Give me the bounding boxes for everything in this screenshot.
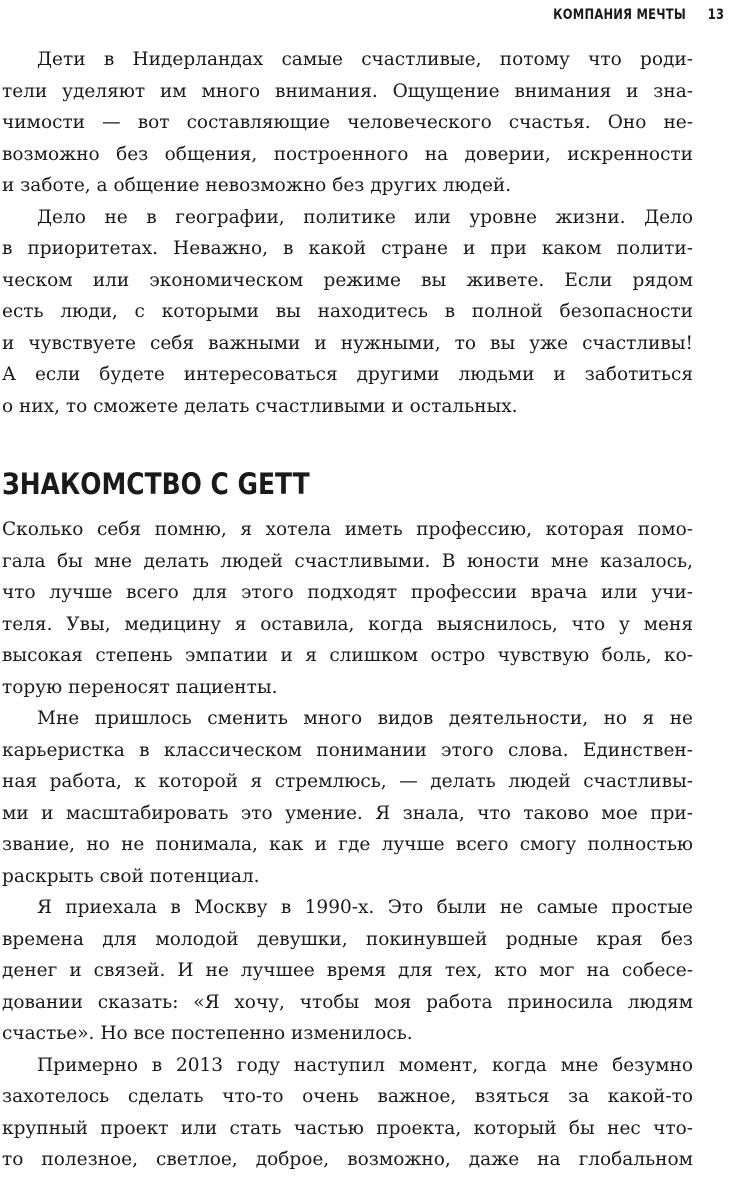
text-line: и чувствуете себя важными и нужными, то вы уже счастливы! (2, 332, 693, 354)
text-line: есть люди, с которыми вы находитесь в полной безопасности (2, 301, 693, 322)
text-line: времена для молодой девушки, покинувшей родные края без (2, 928, 693, 950)
text-line: Мне пришлось сменить много видов деятельности, но я не (37, 708, 693, 729)
text-line: гала бы мне делать людей счастливыми. В юности мне казалось, (2, 550, 693, 572)
text-line: Дело не в географии, политике или уровне жизни. Дело (37, 206, 693, 228)
text-line: теля. Увы, медицину я оставила, когда выяснилось, что у меня (2, 613, 693, 635)
text-line: захотелось сделать что-то очень важное, взяться за какой-то (2, 1086, 693, 1107)
text-line: в приоритетах. Неважно, в какой стране и при каком полити- (2, 238, 693, 259)
text-line: Сколько себя помню, я хотела иметь профессию, которая помо- (2, 519, 693, 540)
text-line: что лучше всего для этого подходят профессии врача или учи- (2, 582, 693, 603)
text-line: ми и масштабировать это умение. Я знала, что таково мое при- (2, 802, 693, 824)
text-line: торую переносят пациенты. (2, 676, 278, 698)
text-line: тели уделяют им много внимания. Ощущение внимания и зна- (2, 80, 693, 102)
text-line: карьеристка в классическом понимании этого слова. Единствен- (2, 739, 693, 761)
text-line: крупный проект или стать частью проекта, который бы нес что- (2, 1117, 693, 1139)
text-line: ная работа, к которой я стремлюсь, — делать людей счастливы- (2, 771, 693, 792)
text-line: Дети в Нидерландах самые счастливые, потому что роди- (37, 49, 693, 70)
paragraph (2, 202, 693, 423)
text-line: и заботе, а общение невозможно без других людей. (2, 175, 512, 196)
text-line: Я приехала в Москву в 1990-х. Это были не самые простые (37, 897, 693, 918)
text-line: о них, то сможете делать счастливыми и остальных. (2, 395, 518, 417)
text-line: высокая степень эмпатии и я слишком остро чувствую боль, ко- (2, 645, 693, 666)
text-line: возможно без общения, построенного на доверии, искренности (2, 143, 693, 165)
text-line: А если будете интересоваться другими людьми и заботиться (2, 364, 693, 385)
text-line: ческом или экономическом режиме вы живете. Если рядом (2, 269, 693, 291)
text-line: Примерно в 2013 году наступил момент, когда мне безумно (37, 1054, 693, 1076)
page-number: 13 (707, 7, 725, 23)
paragraph (2, 44, 693, 202)
text-line: денег и связей. И не лучшее время для тех, кто мог на собесе- (2, 960, 693, 981)
text-line: раскрыть свой потенциал. (2, 865, 260, 887)
text-line: счастье». Но все постепенно изменилось. (2, 1023, 413, 1044)
running-head (524, 4, 726, 26)
paragraph (2, 1050, 693, 1176)
section-heading: ЗНАКОМСТВО С GETT (2, 467, 310, 501)
paragraph (2, 514, 693, 703)
text-line: звание, но не понимала, как и где лучше всего смогу полностью (2, 834, 693, 855)
paragraph (2, 703, 693, 892)
text-line: то полезное, светлое, доброе, возможно, даже на глобальном (2, 1149, 693, 1170)
text-line: довании сказать: «Я хочу, чтобы моя работа приносила людям (2, 991, 693, 1013)
text-line: чимости — вот составляющие человеческого счастья. Оно не- (2, 112, 693, 133)
paragraph (2, 892, 693, 1050)
page-body (2, 44, 693, 1176)
running-title: КОМПАНИЯ МЕЧТЫ (553, 7, 686, 23)
